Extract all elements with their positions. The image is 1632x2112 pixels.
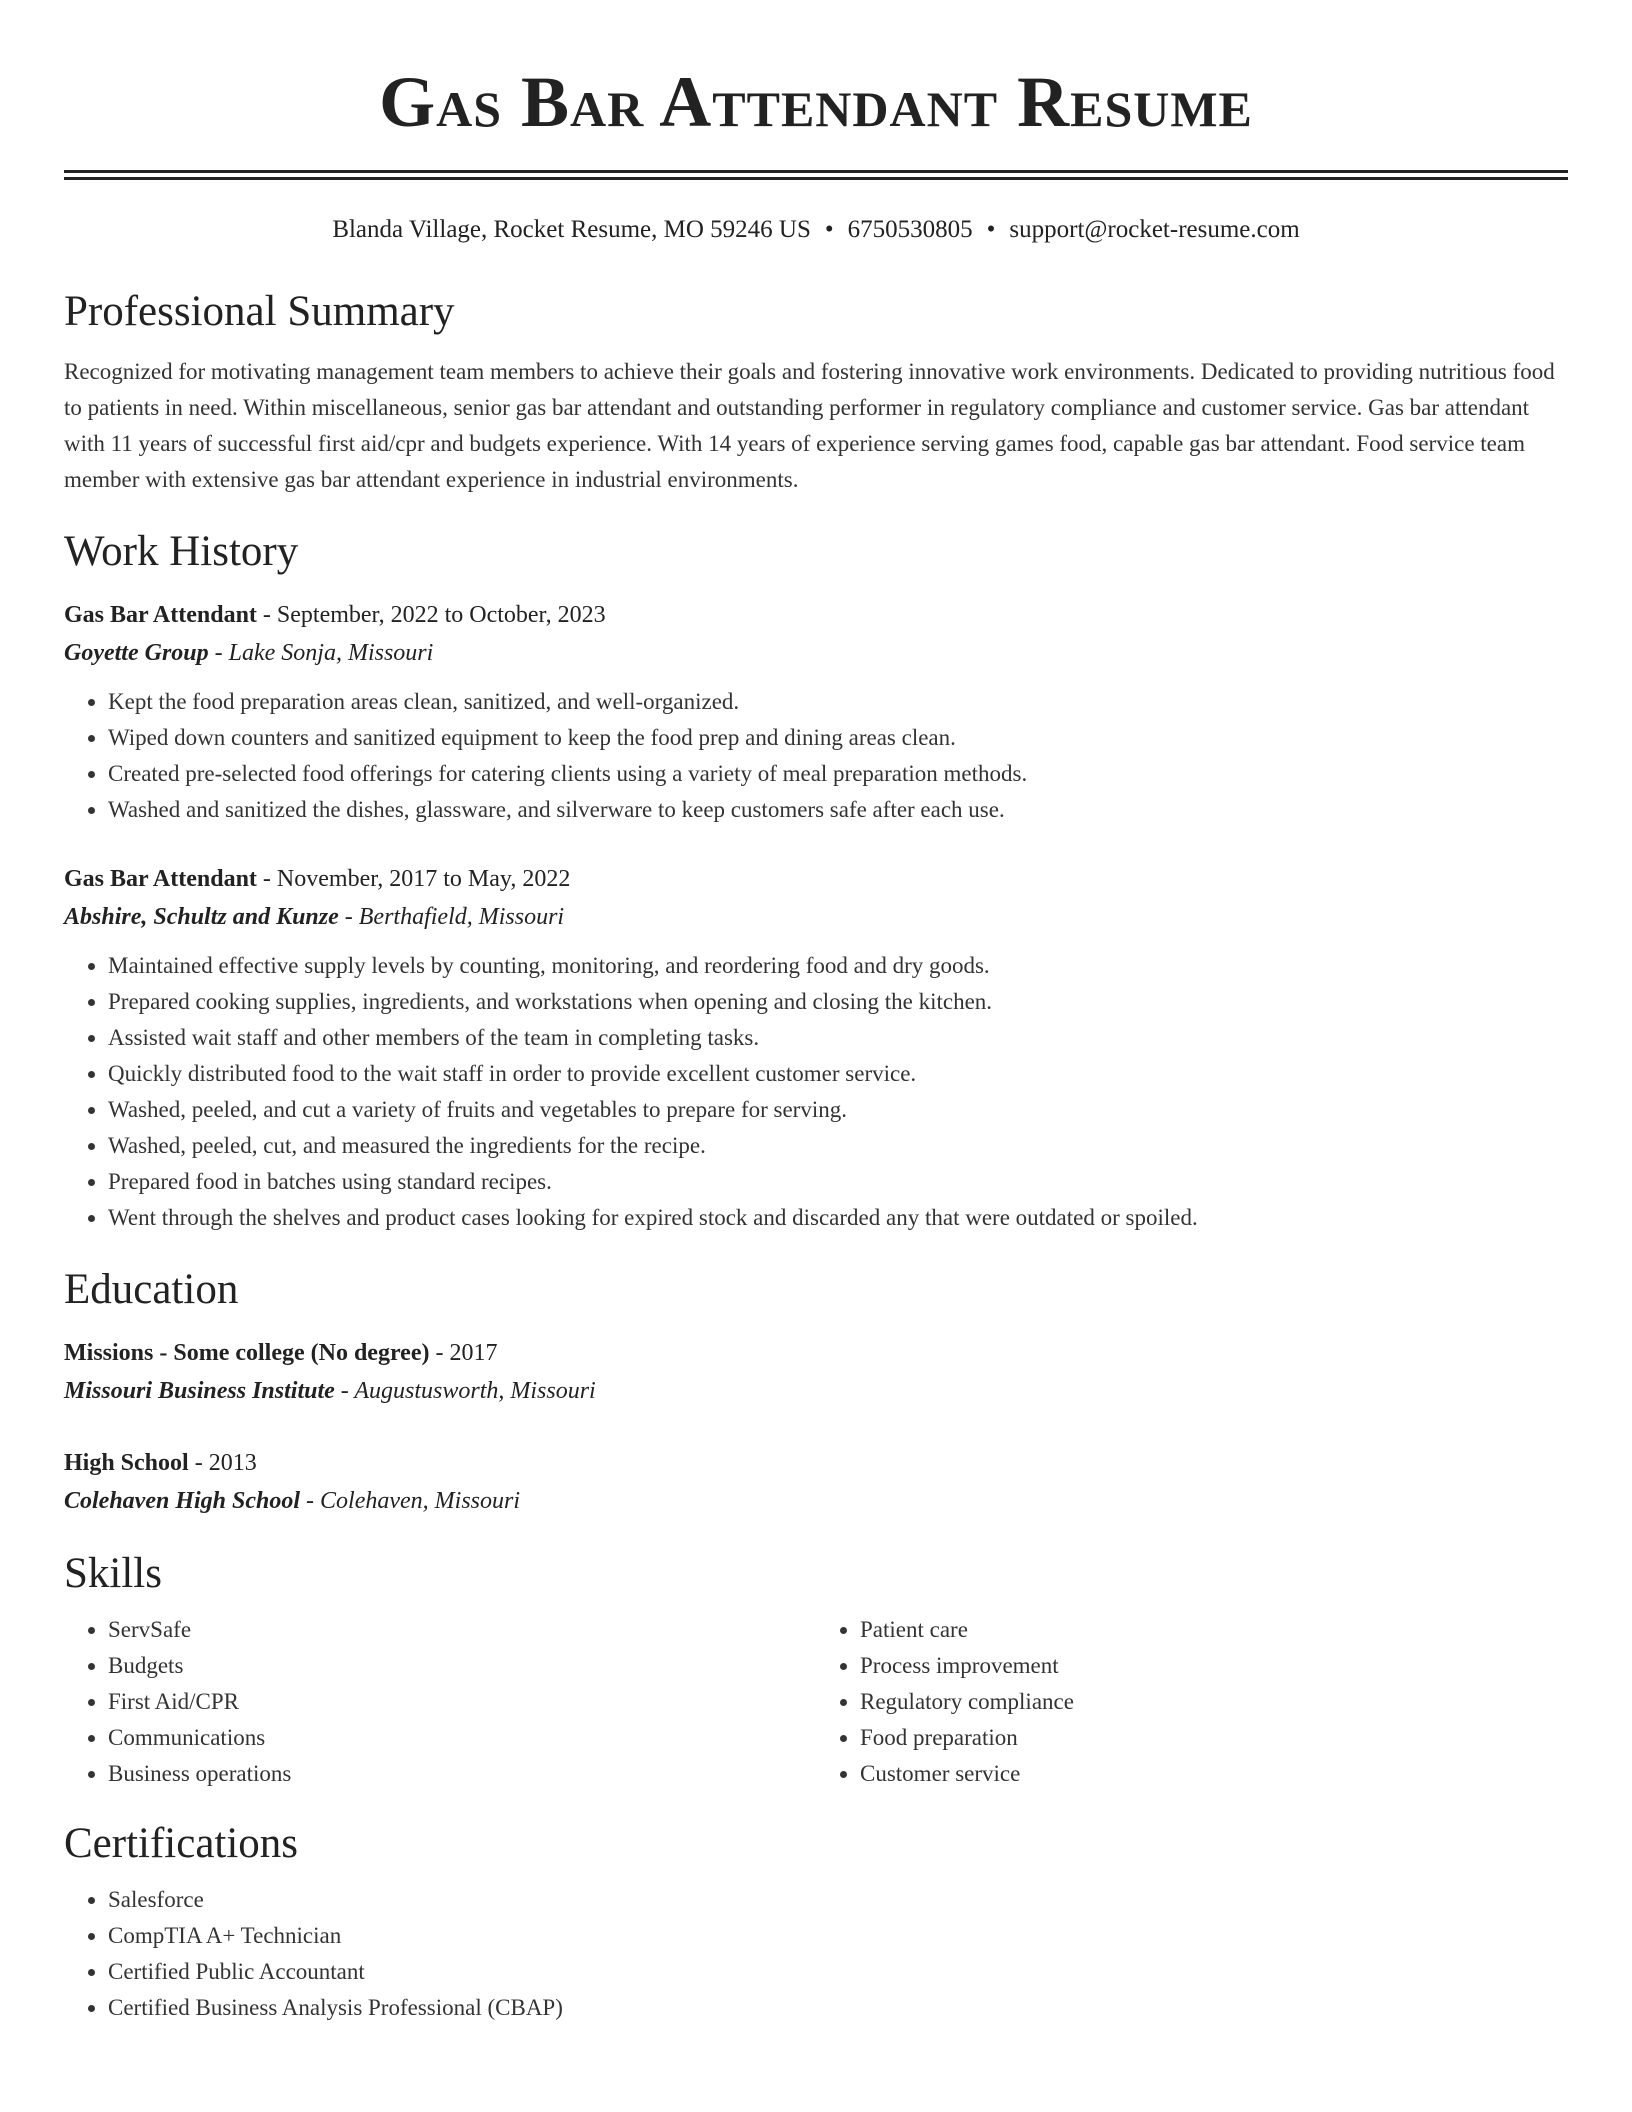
school-location: - Augustusworth, Missouri — [334, 1378, 596, 1404]
section-heading-certifications: Certifications — [64, 1820, 299, 1867]
certification-item: • Certified Public Accountant — [108, 1954, 1568, 1990]
employer-name: Goyette Group — [64, 640, 209, 666]
degree-name: Missions - Some college (No degree) — [64, 1340, 430, 1366]
title-double-rule — [64, 170, 1568, 180]
certification-item: • Salesforce — [108, 1882, 1568, 1918]
skill-item: • Business operations — [108, 1756, 816, 1792]
section-heading-work-history: Work History — [64, 528, 299, 575]
list-item: • Kept the food preparation areas clean, sanitized, and well-organized. — [108, 684, 1568, 720]
resume-title: Gas Bar Attendant Resume — [379, 62, 1253, 142]
skill-item: • Budgets — [108, 1648, 816, 1684]
list-item: • Prepared food in batches using standard recipes. — [108, 1164, 1568, 1200]
skills-list-left — [64, 1612, 816, 1792]
employer-line — [64, 634, 1568, 672]
certifications-list — [64, 1882, 1568, 2026]
employer-line — [64, 898, 1568, 936]
degree-year: - 2013 — [188, 1450, 257, 1476]
skill-item: • Food preparation — [860, 1720, 1568, 1756]
job-dates: - September, 2022 to October, 2023 — [256, 602, 606, 628]
skill-item: • Patient care — [860, 1612, 1568, 1648]
contact-separator: • — [824, 216, 834, 243]
degree-line — [64, 1334, 1568, 1372]
contact-email: support@rocket-resume.com — [1009, 216, 1300, 243]
list-item: • Maintained effective supply levels by counting, monitoring, and reordering food and dry goods. — [108, 948, 1568, 984]
employer-location: - Lake Sonja, Missouri — [208, 640, 434, 666]
degree-name: High School — [64, 1450, 189, 1476]
school-line — [64, 1482, 1568, 1520]
contact-address: Blanda Village, Rocket Resume, MO 59246 US — [332, 216, 811, 243]
education-entry — [64, 1334, 1568, 1410]
summary-text: Recognized for motivating management team members to achieve their goals and fostering innovative work environments. Dedicated to providing nutritious food to patients in need. Within miscellaneous, senior gas bar attendant and outstanding performer in regulatory compliance and customer service. Gas bar attendant with 11 years of successful first aid/cpr and budgets experience. With 14 years of experience serving games food, capable gas bar attendant. Food service team member with extensive gas bar attendant experience in industrial environments. — [64, 359, 1555, 492]
skills-list-right — [816, 1612, 1568, 1792]
list-item: • Assisted wait staff and other members of the team in completing tasks. — [108, 1020, 1568, 1056]
skill-item: • Regulatory compliance — [860, 1684, 1568, 1720]
certification-item: • Certified Business Analysis Professional (CBAP) — [108, 1990, 1568, 2026]
job-duties-list — [64, 948, 1568, 1236]
job-duties-list — [64, 684, 1568, 828]
job-title: Gas Bar Attendant — [64, 866, 257, 892]
section-heading-education: Education — [64, 1266, 239, 1313]
list-item: • Went through the shelves and product cases looking for expired stock and discarded any that were outdated or spoiled. — [108, 1200, 1568, 1236]
list-item: • Wiped down counters and sanitized equipment to keep the food prep and dining areas clean. — [108, 720, 1568, 756]
school-location: - Colehaven, Missouri — [300, 1488, 521, 1514]
education-entry — [64, 1444, 1568, 1520]
skill-item: • Customer service — [860, 1756, 1568, 1792]
job-title: Gas Bar Attendant — [64, 602, 257, 628]
skill-item: • Communications — [108, 1720, 816, 1756]
degree-year: - 2017 — [429, 1340, 498, 1366]
skills-grid — [64, 1612, 1568, 1792]
employer-location: - Berthafield, Missouri — [338, 904, 565, 930]
skill-item: • First Aid/CPR — [108, 1684, 816, 1720]
certification-item: • CompTIA A+ Technician — [108, 1918, 1568, 1954]
contact-phone: 6750530805 — [847, 216, 973, 243]
list-item: • Washed, peeled, and cut a variety of fruits and vegetables to prepare for serving. — [108, 1092, 1568, 1128]
list-item: • Washed and sanitized the dishes, glassware, and silverware to keep customers safe after each use. — [108, 792, 1568, 828]
job-entry — [64, 860, 1568, 1236]
list-item: • Washed, peeled, cut, and measured the ingredients for the recipe. — [108, 1128, 1568, 1164]
employer-name: Abshire, Schultz and Kunze — [64, 904, 339, 930]
skill-item: • ServSafe — [108, 1612, 816, 1648]
degree-line — [64, 1444, 1568, 1482]
list-item: • Created pre-selected food offerings for catering clients using a variety of meal preparation methods. — [108, 756, 1568, 792]
school-name: Colehaven High School — [64, 1488, 301, 1514]
list-item: • Quickly distributed food to the wait staff in order to provide excellent customer service. — [108, 1056, 1568, 1092]
skill-item: • Process improvement — [860, 1648, 1568, 1684]
school-line — [64, 1372, 1568, 1410]
list-item: • Prepared cooking supplies, ingredients, and workstations when opening and closing the kitchen. — [108, 984, 1568, 1020]
job-entry — [64, 596, 1568, 828]
school-name: Missouri Business Institute — [64, 1378, 335, 1404]
contact-line — [64, 214, 1568, 246]
section-heading-skills: Skills — [64, 1550, 162, 1597]
contact-separator: • — [986, 216, 996, 243]
job-title-line — [64, 596, 1568, 634]
section-heading-summary: Professional Summary — [64, 288, 455, 335]
job-dates: - November, 2017 to May, 2022 — [256, 866, 571, 892]
job-title-line — [64, 860, 1568, 898]
